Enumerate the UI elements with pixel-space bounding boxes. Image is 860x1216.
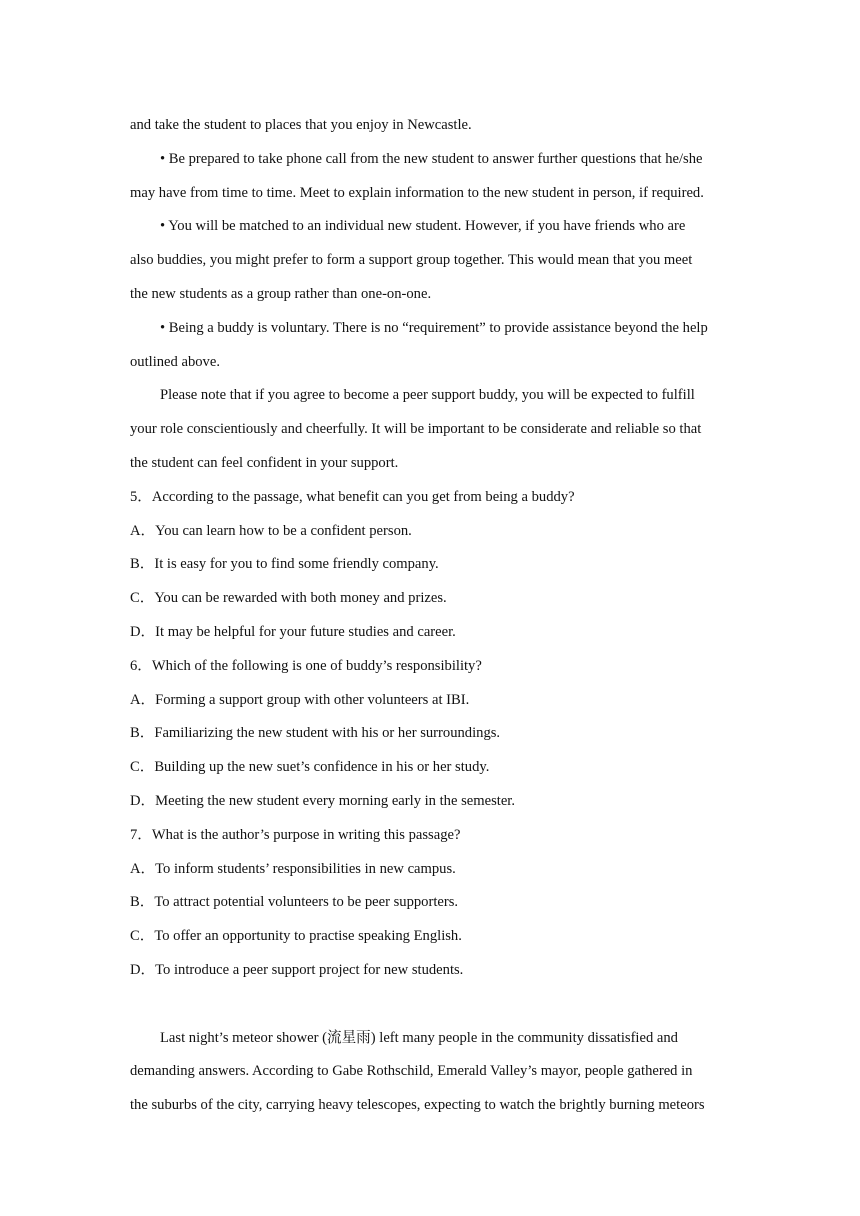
question-stem: 5．According to the passage, what benefit can you get from being a buddy? [130,488,575,505]
answer-option: B．To attract potential volunteers to be peer supporters. [130,894,459,911]
question-stem: 6．Which of the following is one of buddy’s responsibility? [130,657,482,674]
bullet-line: • You will be matched to an individual new student. However, if you have friends who are [160,218,686,235]
answer-option: B．It is easy for you to find some friendly company. [130,556,439,573]
bullet-line: • Being a buddy is voluntary. There is no “requirement” to provide assistance beyond the help [160,319,708,336]
paragraph-line: Last night’s meteor shower (流星雨) left many people in the community dissatisfied and [160,1029,678,1046]
document-page [130,109,732,1123]
passage-line: and take the student to places that you enjoy in Newcastle. [130,117,472,133]
passage-line: outlined above. [130,353,220,370]
answer-option: D．Meeting the new student every morning early in the semester. [130,792,516,809]
question-stem: 7．What is the author’s purpose in writing this passage? [130,826,461,843]
answer-option: B．Familiarizing the new student with his or her surroundings. [130,725,501,742]
answer-option: D．To introduce a peer support project for new students. [130,961,464,978]
answer-option: C．You can be rewarded with both money and prizes. [130,590,447,607]
answer-option: C．To offer an opportunity to practise speaking English. [130,928,462,945]
answer-option: A．Forming a support group with other volunteers at IBI. [130,691,470,708]
paragraph-line: Please note that if you agree to become a peer support buddy, you will be expected to fulfill [160,387,695,404]
question-7 [130,819,732,988]
passage-line: the suburbs of the city, carrying heavy telescopes, expecting to watch the brightly burning meteors [130,1097,705,1114]
passage-line: the student can feel confident in your support. [130,454,399,471]
passage-line: also buddies, you might prefer to form a support group together. This would mean that you meet [130,252,693,269]
answer-option: A．To inform students’ responsibilities in new campus. [130,860,456,877]
answer-option: A．You can learn how to be a confident person. [130,522,412,539]
question-6 [130,650,732,819]
answer-option: C．Building up the new suet’s confidence in his or her study. [130,759,490,776]
spacer [130,988,732,1022]
passage-line: demanding answers. According to Gabe Rothschild, Emerald Valley’s mayor, people gathered in [130,1063,693,1080]
question-5 [130,481,732,650]
passage-line: may have from time to time. Meet to explain information to the new student in person, if required. [130,184,704,201]
answer-option: D．It may be helpful for your future studies and career. [130,623,456,640]
bullet-line: • Be prepared to take phone call from the new student to answer further questions that he/she [160,150,703,167]
passage-line: your role conscientiously and cheerfully. It will be important to be considerate and reliable so that [130,421,702,438]
passage-line: the new students as a group rather than one-on-one. [130,285,432,302]
